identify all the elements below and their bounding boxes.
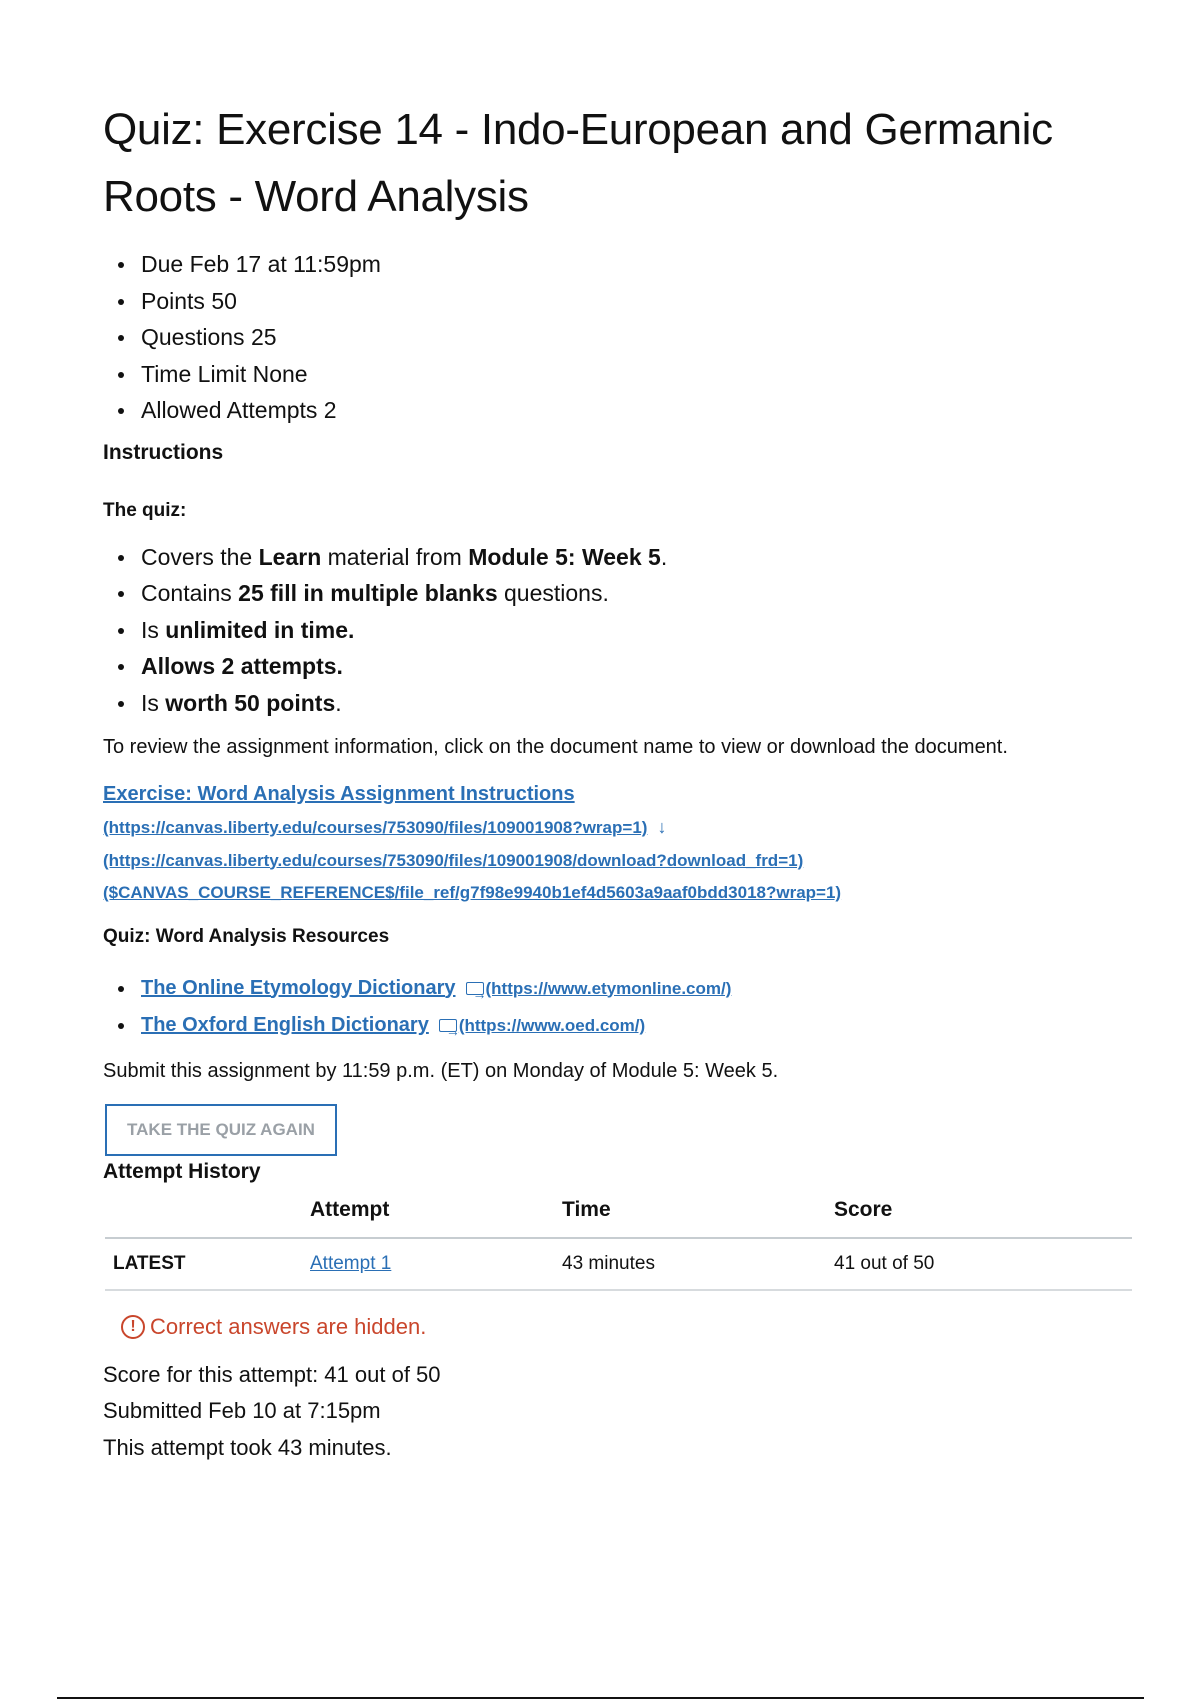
quiz-subheading: The quiz: [103,499,187,521]
quiz-details-list [103,539,1133,722]
attempt-summary [103,1357,1133,1467]
header-attempt: Attempt [310,1198,562,1238]
oxford-dictionary-url[interactable]: (https://www.oed.com/) [458,1016,646,1035]
score-cell: 41 out of 50 [834,1238,1132,1290]
time-cell: 43 minutes [562,1238,834,1290]
meta-due: Due Feb 17 at 11:59pm [103,246,1133,283]
assignment-links [103,777,1133,910]
attempt-history-table [105,1198,1132,1291]
etymology-dictionary-url[interactable]: (https://www.etymonline.com/) [485,978,732,998]
resource-item [103,1007,1133,1045]
download-icon[interactable]: ↓ [657,817,667,837]
quiz-page [103,96,1133,1466]
oxford-dictionary-link[interactable]: The Oxford English Dictionary [141,1014,429,1036]
detail-points: Is worth 50 points. [103,685,1133,722]
table-row [105,1238,1132,1290]
meta-allowed-attempts: Allowed Attempts 2 [103,392,1133,429]
assignment-download-url[interactable]: (https://canvas.liberty.edu/courses/753090/files/109001908/download?download_frd=1) [103,850,804,870]
quiz-meta-list [103,246,1133,429]
take-quiz-again-button[interactable]: TAKE THE QUIZ AGAIN [105,1104,337,1156]
meta-questions: Questions 25 [103,319,1133,356]
header-score: Score [834,1198,1132,1238]
hidden-answers-alert [121,1311,1133,1343]
external-link-icon [466,982,484,995]
detail-contains: Contains 25 fill in multiple blanks questions. [103,575,1133,612]
warning-icon: ! [121,1315,145,1339]
submit-deadline-text: Submit this assignment by 11:59 p.m. (ET) on Monday of Module 5: Week 5. [103,1059,779,1082]
assignment-instructions-link[interactable]: Exercise: Word Analysis Assignment Instructions [103,783,575,805]
resources-list [103,970,1133,1045]
table-header-row [105,1198,1132,1238]
resources-heading: Quiz: Word Analysis Resources [103,925,390,947]
resource-item [103,970,1133,1008]
header-blank [105,1198,310,1238]
attempt-submitted: Submitted Feb 10 at 7:15pm [103,1398,381,1423]
attempt-duration: This attempt took 43 minutes. [103,1434,392,1460]
etymology-dictionary-link[interactable]: The Online Etymology Dictionary [141,976,456,999]
external-link-icon [439,1019,457,1032]
attempt-history-heading: Attempt History [103,1159,261,1183]
latest-label: LATEST [105,1238,310,1290]
assignment-file-ref-url[interactable]: ($CANVAS_COURSE_REFERENCE$/file_ref/g7f98e9940b1ef4d5603a9aaf0bdd3018?wrap=1) [103,883,842,902]
meta-time-limit: Time Limit None [103,356,1133,393]
attempt-score: Score for this attempt: 41 out of 50 [103,1361,441,1387]
assignment-url-line [103,811,1133,845]
instructions-heading: Instructions [103,440,224,464]
detail-covers: Covers the Learn material from Module 5: Week 5. [103,539,1133,576]
detail-attempts: Allows 2 attempts. [103,648,1133,685]
attempt-1-link[interactable]: Attempt 1 [310,1252,392,1274]
detail-time: Is unlimited in time. [103,612,1133,649]
review-text: To review the assignment information, click on the document name to view or download the document. [103,736,1008,758]
page-bottom-divider [57,1697,1144,1699]
alert-text: Correct answers are hidden. [150,1313,427,1339]
meta-points: Points 50 [103,283,1133,320]
page-title: Quiz: Exercise 14 - Indo-European and Germanic Roots - Word Analysis [103,105,1053,221]
header-time: Time [562,1198,834,1238]
attempt-cell [310,1238,562,1290]
assignment-view-url[interactable]: (https://canvas.liberty.edu/courses/753090/files/109001908?wrap=1) [103,818,648,837]
